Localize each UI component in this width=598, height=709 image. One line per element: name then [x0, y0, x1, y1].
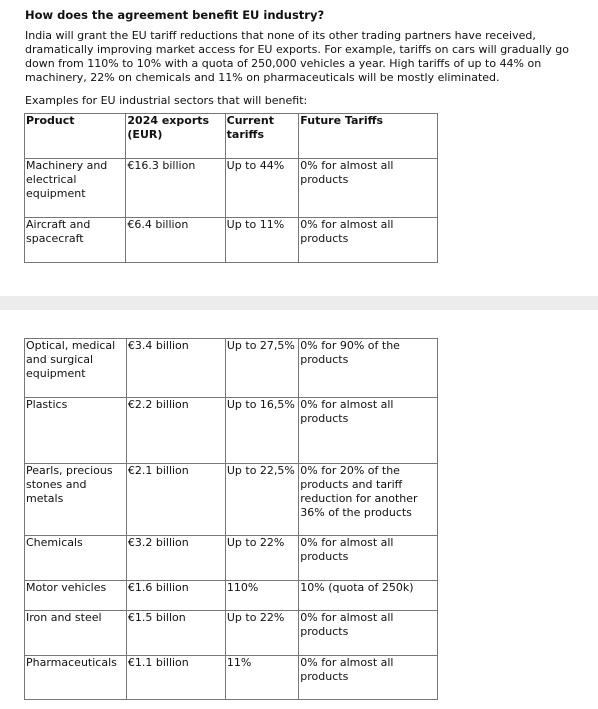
table-row: [25, 159, 438, 218]
cell-exports: €6.4 billion: [126, 218, 225, 263]
header-product: Product: [25, 114, 126, 159]
cell-exports: €16.3 billion: [126, 159, 225, 218]
cell-exports: €3.4 billion: [126, 339, 225, 398]
cell-future: 0% for almost all products: [299, 536, 438, 581]
tariff-table-part-1: [24, 113, 438, 263]
cell-current: Up to 16,5%: [225, 398, 298, 464]
cell-product: Pharmaceuticals: [25, 656, 127, 700]
cell-future: 0% for 90% of the products: [299, 339, 438, 398]
header-current-tariffs: Current tariffs: [225, 114, 299, 159]
page-heading: How does the agreement benefit EU industry?: [25, 8, 325, 22]
cell-future: 10% (quota of 250k): [299, 581, 438, 611]
table-row: [25, 656, 438, 700]
cell-product: Chemicals: [25, 536, 127, 581]
page-break-spacer: [0, 268, 598, 296]
cell-product: Pearls, precious stones and metals: [25, 464, 127, 536]
examples-label: Examples for EU industrial sectors that will benefit:: [25, 94, 308, 107]
table-row: [25, 536, 438, 581]
cell-product: Plastics: [25, 398, 127, 464]
table-row: [25, 464, 438, 536]
table-row: [25, 611, 438, 656]
cell-exports: €3.2 billion: [126, 536, 225, 581]
table-row: [25, 398, 438, 464]
table-header-row: [25, 114, 438, 159]
cell-exports: €1.6 billion: [126, 581, 225, 611]
cell-future: 0% for almost all products: [299, 611, 438, 656]
cell-current: Up to 22%: [225, 536, 298, 581]
cell-current: Up to 11%: [225, 218, 299, 263]
cell-exports: €1.5 billon: [126, 611, 225, 656]
cell-exports: €2.1 billion: [126, 464, 225, 536]
cell-current: Up to 27,5%: [225, 339, 298, 398]
cell-future: 0% for almost all products: [299, 398, 438, 464]
table-row: [25, 581, 438, 611]
table-row: [25, 339, 438, 398]
table-row: [25, 218, 438, 263]
header-exports: 2024 exports (EUR): [126, 114, 225, 159]
cell-exports: €2.2 billion: [126, 398, 225, 464]
cell-future: 0% for almost all products: [299, 656, 438, 700]
cell-current: 11%: [225, 656, 298, 700]
header-future-tariffs: Future Tariffs: [299, 114, 438, 159]
cell-product: Motor vehicles: [25, 581, 127, 611]
cell-current: Up to 22,5%: [225, 464, 298, 536]
cell-current: 110%: [225, 581, 298, 611]
cell-future: 0% for 20% of the products and tariff reduction for another 36% of the products: [299, 464, 438, 536]
page-break-band: [0, 296, 598, 310]
cell-current: Up to 44%: [225, 159, 299, 218]
cell-product: Machinery and electrical equipment: [25, 159, 126, 218]
intro-paragraph: India will grant the EU tariff reductions that none of its other trading partners have received, dramatically improving market access for EU exports. For example, tariffs on cars will gradually go down from 110% to 10% with a quota of 250,000 vehicles a year. High tariffs of up to 44% on machinery, 22% on chemicals and 11% on pharmaceuticals will be mostly eliminated.: [25, 29, 569, 84]
tariff-table-part-2: [24, 338, 438, 700]
cell-product: Iron and steel: [25, 611, 127, 656]
cell-exports: €1.1 billion: [126, 656, 225, 700]
cell-future: 0% for almost all products: [299, 159, 438, 218]
cell-future: 0% for almost all products: [299, 218, 438, 263]
cell-product: Aircraft and spacecraft: [25, 218, 126, 263]
cell-product: Optical, medical and surgical equipment: [25, 339, 127, 398]
cell-current: Up to 22%: [225, 611, 298, 656]
